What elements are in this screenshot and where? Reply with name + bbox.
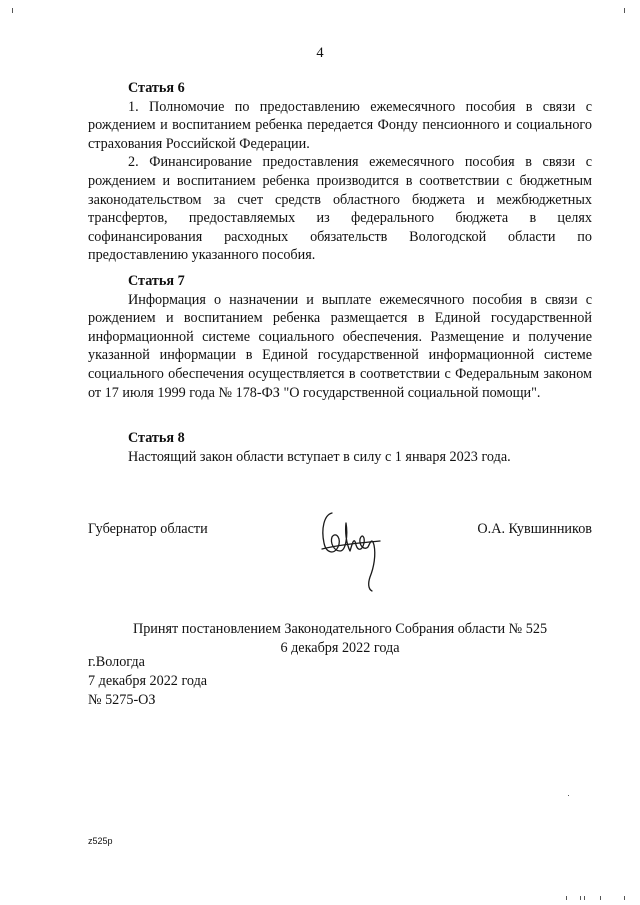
- scan-speck: [624, 8, 625, 13]
- page-number: 4: [316, 45, 324, 61]
- scan-speck: [580, 896, 581, 900]
- handwritten-signature: [318, 505, 390, 593]
- scan-speck: [600, 896, 601, 900]
- law-date: 7 декабря 2022 года: [88, 672, 208, 689]
- scan-speck: [568, 795, 569, 796]
- scan-speck: [624, 896, 625, 900]
- article-paragraph: Настоящий закон области вступает в силу с 1 января 2023 года.: [128, 448, 511, 465]
- document-code: z525p: [88, 836, 113, 846]
- article-8: [88, 429, 592, 466]
- scan-speck: [584, 896, 585, 900]
- signatory-title: Губернатор области: [88, 521, 208, 537]
- signatory-name: О.А. Кувшинников: [477, 521, 592, 537]
- adoption-note: [0, 620, 640, 657]
- scan-speck: [12, 8, 13, 13]
- scan-speck: [566, 896, 567, 900]
- article-6: [88, 79, 592, 265]
- adoption-date: 6 декабря 2022 года: [280, 639, 400, 656]
- place-date-block: [88, 653, 207, 709]
- article-paragraph: 1. Полномочие по предоставлению ежемесячного пособия в связи с рождением и воспитанием ребенка передается Фонду пенсионного и социального страхования Российской Федерации.: [88, 98, 592, 152]
- article-paragraph: 2. Финансирование предоставления ежемесячного пособия в связи с рождением и воспитанием ребенка производится в соответствии с бюджетным законодательством за счет средств областного бюджета и межбюджетных трансфертов, предоставляемых из федерального бюджета в целях софинансирования расходных обязательств Вологодской области по предоставлению указанного пособия.: [88, 154, 592, 264]
- article-paragraph: Информация о назначении и выплате ежемесячного пособия в связи с рождением и воспитанием ребенка размещается в Единой государственной информационной системе социального обеспечения. Размещение и получение указанной информации в Единой государственной информационной системе социального обеспечения осуществляется в соответствии с Федеральным законом от 17 июля 1999 года № 178-ФЗ "О государственной социальной помощи".: [88, 291, 592, 401]
- law-number: № 5275-ОЗ: [88, 691, 156, 708]
- article-heading: Статья 8: [128, 430, 185, 446]
- adoption-line: Принят постановлением Законодательного Собрания области № 525: [132, 621, 548, 637]
- article-7: [88, 272, 592, 402]
- article-heading: Статья 7: [128, 273, 185, 289]
- city: г.Вологда: [88, 654, 145, 670]
- article-heading: Статья 6: [128, 80, 185, 96]
